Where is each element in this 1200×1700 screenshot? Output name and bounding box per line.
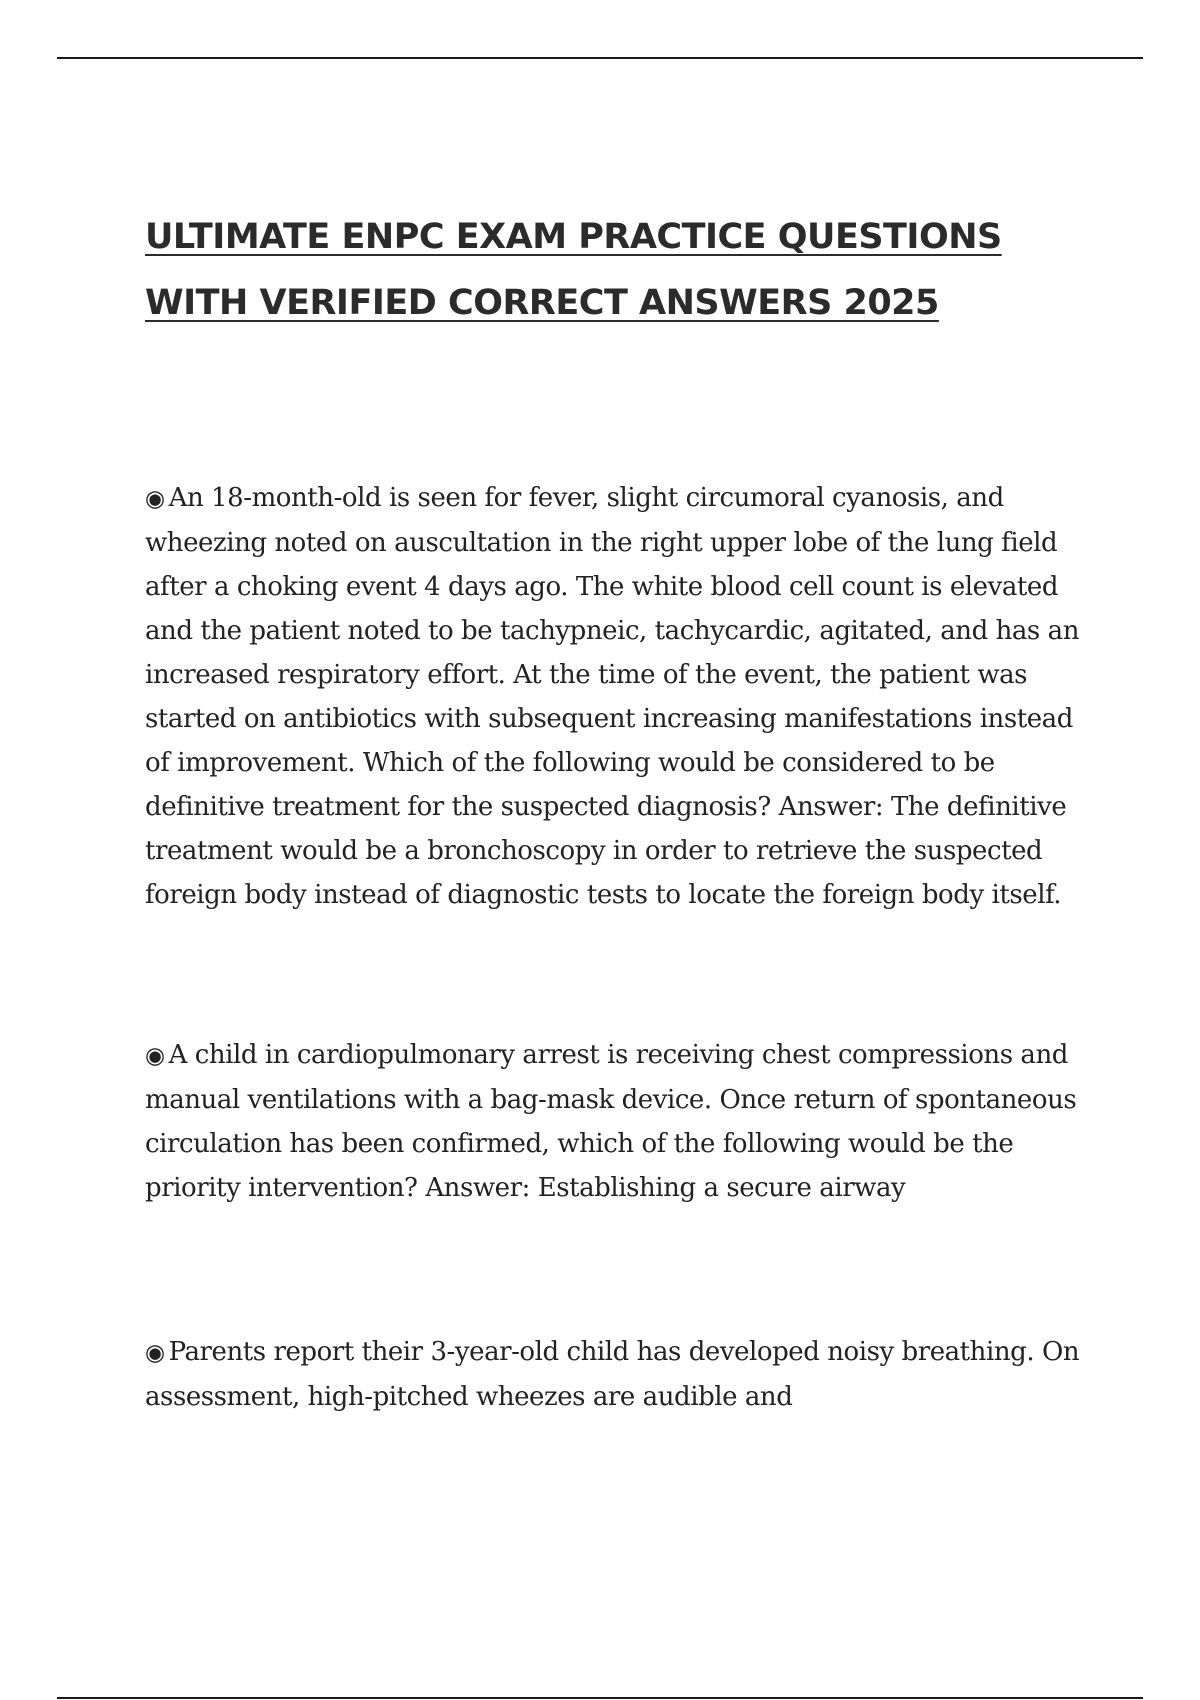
question-text: A child in cardiopulmonary arrest is receiving chest compressions and manual ventilations with a bag-mask device. Once return of spontaneous circulation has been confirmed, which of the following would be the priority intervention? Answer: Establishing a secure airway	[145, 1040, 1077, 1203]
radio-bullet-icon: ◉	[145, 1043, 165, 1069]
radio-bullet-icon: ◉	[145, 1340, 165, 1366]
document-title	[145, 204, 1105, 336]
question-text: Parents report their 3-year-old child has developed noisy breathing. On assessment, high-pitched wheezes are audible and	[145, 1337, 1080, 1412]
question-item	[145, 1330, 1095, 1419]
title-line-2: WITH VERIFIED CORRECT ANSWERS 2025	[145, 283, 939, 323]
question-item	[145, 1033, 1095, 1210]
top-divider	[57, 57, 1143, 59]
bottom-divider	[57, 1697, 1143, 1699]
title-line-1: ULTIMATE ENPC EXAM PRACTICE QUESTIONS	[145, 217, 1002, 257]
question-text: An 18-month-old is seen for fever, slight circumoral cyanosis, and wheezing noted on auscultation in the right upper lobe of the lung field after a choking event 4 days ago. The white blood cell count is elevated and the patient noted to be tachypneic, tachycardic, agitated, and has an increased respiratory effort. At the time of the event, the patient was started on antibiotics with subsequent increasing manifestations instead of improvement. Which of the following would be considered to be definitive treatment for the suspected diagnosis? Answer: The definitive treatment would be a bronchoscopy in order to retrieve the suspected foreign body instead of diagnostic tests to locate the foreign body itself.	[145, 483, 1079, 910]
question-item	[145, 476, 1095, 917]
radio-bullet-icon: ◉	[145, 486, 165, 512]
